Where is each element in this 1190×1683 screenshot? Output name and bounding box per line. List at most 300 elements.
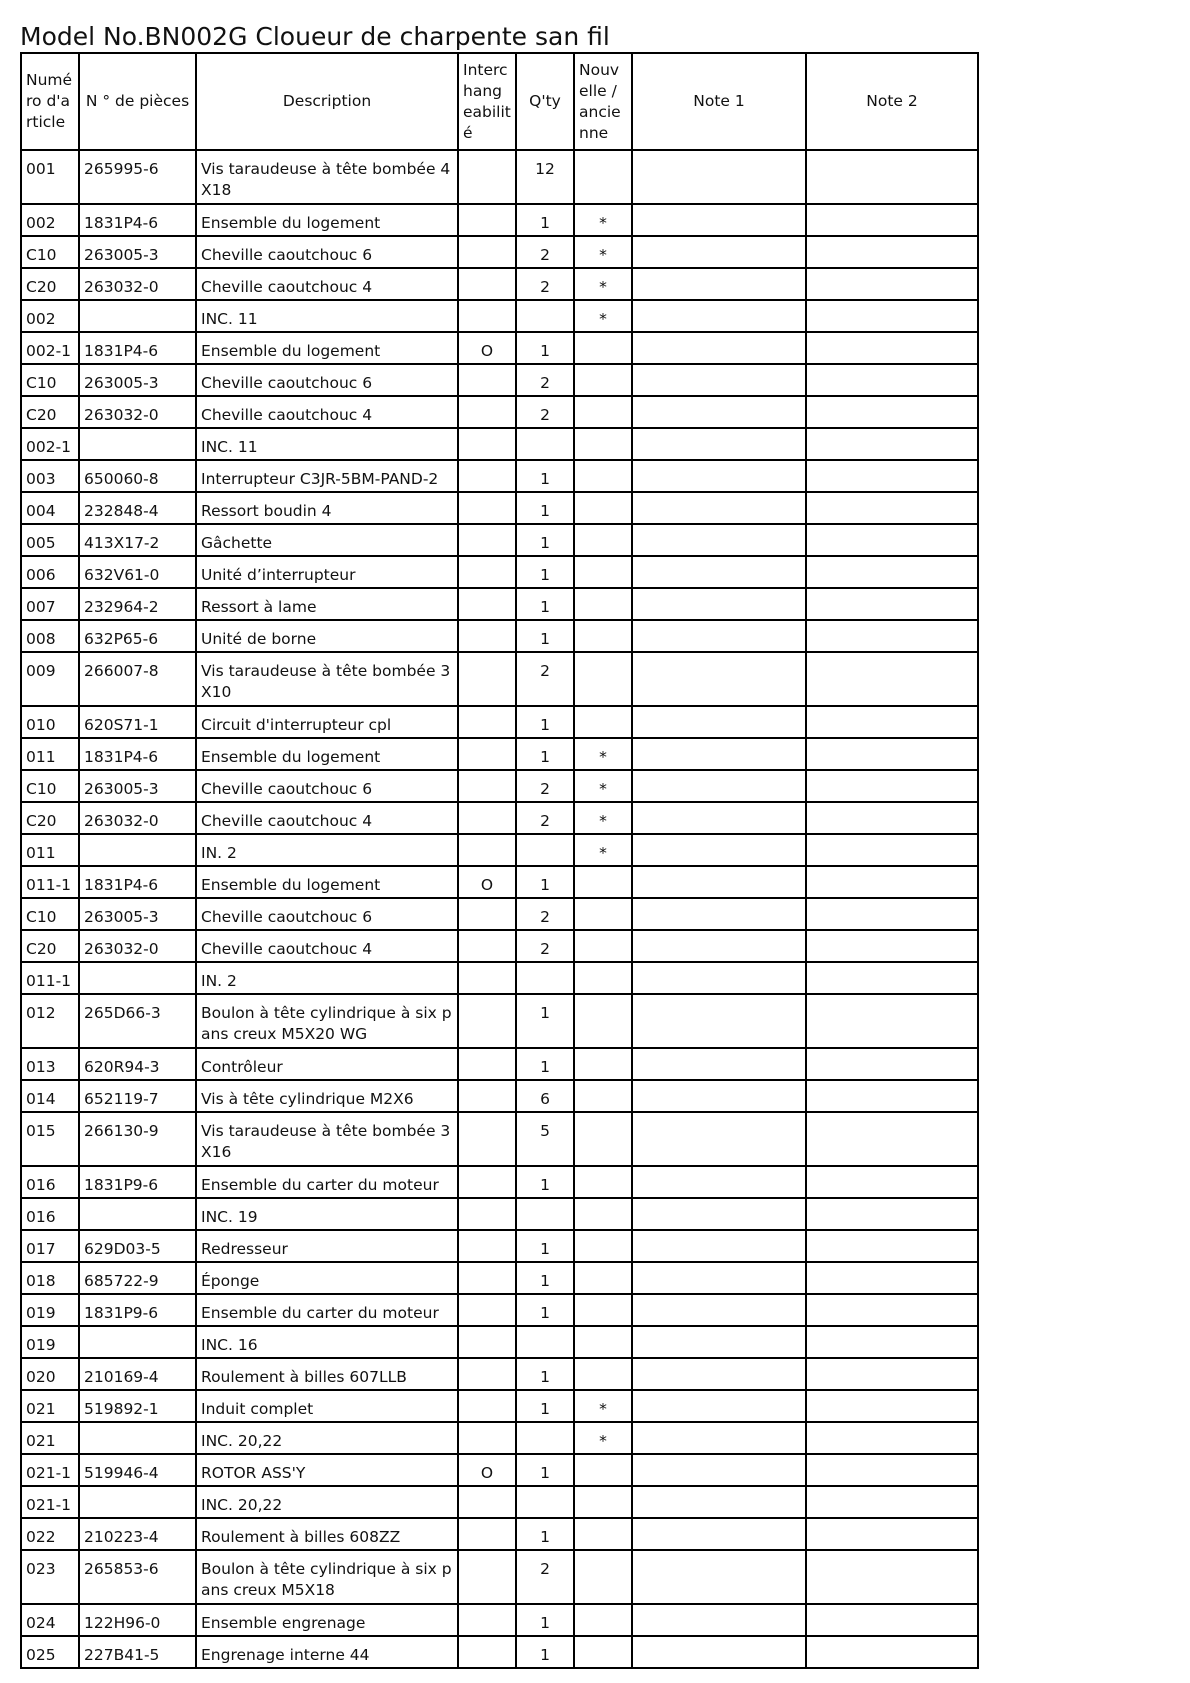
- note-1-cell: [632, 1358, 806, 1390]
- note-1-cell: [632, 460, 806, 492]
- note-2-cell: [806, 994, 978, 1048]
- new-old-cell: [574, 150, 632, 204]
- note-1-cell: [632, 1080, 806, 1112]
- note-1-cell: [632, 524, 806, 556]
- item-number-cell: 002-1: [21, 332, 79, 364]
- quantity-cell: 1: [516, 524, 574, 556]
- quantity-cell: 2: [516, 898, 574, 930]
- note-1-cell: [632, 1294, 806, 1326]
- description-cell: Ensemble engrenage: [196, 1604, 458, 1636]
- note-1-cell: [632, 1390, 806, 1422]
- table-row: [21, 1518, 978, 1550]
- table-row: [21, 1112, 978, 1166]
- part-number-cell: [79, 300, 196, 332]
- part-number-cell: [79, 1486, 196, 1518]
- part-number-cell: 263005-3: [79, 898, 196, 930]
- part-number-cell: 263032-0: [79, 930, 196, 962]
- header-note-1: Note 1: [632, 53, 806, 150]
- note-1-cell: [632, 236, 806, 268]
- description-cell: Cheville caoutchouc 4: [196, 930, 458, 962]
- interchangeability-cell: [458, 770, 516, 802]
- item-number-cell: 024: [21, 1604, 79, 1636]
- interchangeability-cell: [458, 1048, 516, 1080]
- item-number-cell: 016: [21, 1166, 79, 1198]
- interchangeability-cell: [458, 1390, 516, 1422]
- note-2-cell: [806, 1080, 978, 1112]
- interchangeability-cell: [458, 834, 516, 866]
- table-row: [21, 1326, 978, 1358]
- note-1-cell: [632, 652, 806, 706]
- part-number-cell: 1831P4-6: [79, 738, 196, 770]
- note-2-cell: [806, 1358, 978, 1390]
- part-number-cell: 122H96-0: [79, 1604, 196, 1636]
- item-number-cell: C10: [21, 364, 79, 396]
- part-number-cell: [79, 1326, 196, 1358]
- description-cell: IN. 2: [196, 834, 458, 866]
- new-old-cell: [574, 706, 632, 738]
- note-2-cell: [806, 620, 978, 652]
- interchangeability-cell: [458, 588, 516, 620]
- note-2-cell: [806, 396, 978, 428]
- description-cell: Ensemble du logement: [196, 204, 458, 236]
- note-1-cell: [632, 1604, 806, 1636]
- item-number-cell: 005: [21, 524, 79, 556]
- description-cell: Vis taraudeuse à tête bombée 4X18: [196, 150, 458, 204]
- interchangeability-cell: [458, 236, 516, 268]
- interchangeability-cell: [458, 1486, 516, 1518]
- quantity-cell: 1: [516, 460, 574, 492]
- description-cell: Contrôleur: [196, 1048, 458, 1080]
- part-number-cell: 1831P9-6: [79, 1294, 196, 1326]
- part-number-cell: 650060-8: [79, 460, 196, 492]
- item-number-cell: C20: [21, 930, 79, 962]
- interchangeability-cell: [458, 524, 516, 556]
- page-title: Model No.BN002G Cloueur de charpente san fil: [20, 22, 610, 51]
- interchangeability-cell: [458, 300, 516, 332]
- interchangeability-cell: [458, 204, 516, 236]
- table-row: [21, 332, 978, 364]
- new-old-cell: [574, 1080, 632, 1112]
- item-number-cell: 011-1: [21, 866, 79, 898]
- new-old-cell: *: [574, 300, 632, 332]
- part-number-cell: 685722-9: [79, 1262, 196, 1294]
- note-2-cell: [806, 1454, 978, 1486]
- item-number-cell: 019: [21, 1326, 79, 1358]
- quantity-cell: 1: [516, 994, 574, 1048]
- part-number-cell: [79, 962, 196, 994]
- note-2-cell: [806, 834, 978, 866]
- note-2-cell: [806, 1048, 978, 1080]
- description-cell: Induit complet: [196, 1390, 458, 1422]
- quantity-cell: 2: [516, 1550, 574, 1604]
- table-row: [21, 364, 978, 396]
- note-2-cell: [806, 428, 978, 460]
- note-1-cell: [632, 1326, 806, 1358]
- table-row: [21, 706, 978, 738]
- interchangeability-cell: [458, 1262, 516, 1294]
- table-row: [21, 898, 978, 930]
- note-2-cell: [806, 802, 978, 834]
- new-old-cell: [574, 396, 632, 428]
- table-row: [21, 150, 978, 204]
- note-2-cell: [806, 1198, 978, 1230]
- part-number-cell: 652119-7: [79, 1080, 196, 1112]
- new-old-cell: *: [574, 802, 632, 834]
- interchangeability-cell: [458, 1358, 516, 1390]
- part-number-cell: [79, 428, 196, 460]
- table-row: [21, 802, 978, 834]
- quantity-cell: 1: [516, 866, 574, 898]
- interchangeability-cell: [458, 150, 516, 204]
- new-old-cell: [574, 898, 632, 930]
- note-2-cell: [806, 1390, 978, 1422]
- new-old-cell: [574, 364, 632, 396]
- item-number-cell: 006: [21, 556, 79, 588]
- header-item-number: Numé ro d'a rticle: [21, 53, 79, 150]
- new-old-cell: [574, 994, 632, 1048]
- item-number-cell: 011: [21, 834, 79, 866]
- quantity-cell: [516, 1486, 574, 1518]
- table-row: [21, 620, 978, 652]
- note-1-cell: [632, 588, 806, 620]
- new-old-cell: [574, 1048, 632, 1080]
- description-cell: Unité de borne: [196, 620, 458, 652]
- quantity-cell: [516, 428, 574, 460]
- part-number-cell: 263032-0: [79, 268, 196, 300]
- new-old-cell: *: [574, 268, 632, 300]
- note-1-cell: [632, 556, 806, 588]
- note-1-cell: [632, 802, 806, 834]
- note-1-cell: [632, 706, 806, 738]
- quantity-cell: 1: [516, 1230, 574, 1262]
- interchangeability-cell: [458, 1550, 516, 1604]
- description-cell: INC. 16: [196, 1326, 458, 1358]
- table-row: [21, 236, 978, 268]
- part-number-cell: 1831P9-6: [79, 1166, 196, 1198]
- note-2-cell: [806, 460, 978, 492]
- item-number-cell: 015: [21, 1112, 79, 1166]
- interchangeability-cell: [458, 802, 516, 834]
- note-2-cell: [806, 1486, 978, 1518]
- table-row: [21, 428, 978, 460]
- note-2-cell: [806, 300, 978, 332]
- quantity-cell: 1: [516, 204, 574, 236]
- interchangeability-cell: O: [458, 332, 516, 364]
- description-cell: Cheville caoutchouc 6: [196, 898, 458, 930]
- quantity-cell: 2: [516, 396, 574, 428]
- new-old-cell: [574, 524, 632, 556]
- quantity-cell: [516, 1198, 574, 1230]
- description-cell: Boulon à tête cylindrique à six pans creux M5X20 WG: [196, 994, 458, 1048]
- table-row: [21, 268, 978, 300]
- note-1-cell: [632, 332, 806, 364]
- note-1-cell: [632, 1518, 806, 1550]
- table-row: [21, 1230, 978, 1262]
- note-1-cell: [632, 1422, 806, 1454]
- new-old-cell: [574, 1294, 632, 1326]
- table-row: [21, 1454, 978, 1486]
- note-2-cell: [806, 1230, 978, 1262]
- new-old-cell: *: [574, 1390, 632, 1422]
- note-2-cell: [806, 770, 978, 802]
- note-1-cell: [632, 1198, 806, 1230]
- item-number-cell: 010: [21, 706, 79, 738]
- note-1-cell: [632, 738, 806, 770]
- item-number-cell: 004: [21, 492, 79, 524]
- new-old-cell: *: [574, 738, 632, 770]
- note-1-cell: [632, 898, 806, 930]
- part-number-cell: 413X17-2: [79, 524, 196, 556]
- note-2-cell: [806, 1262, 978, 1294]
- interchangeability-cell: [458, 738, 516, 770]
- table-row: [21, 556, 978, 588]
- description-cell: Interrupteur C3JR-5BM-PAND-2: [196, 460, 458, 492]
- note-2-cell: [806, 1604, 978, 1636]
- quantity-cell: [516, 300, 574, 332]
- note-2-cell: [806, 588, 978, 620]
- quantity-cell: 1: [516, 492, 574, 524]
- part-number-cell: 232964-2: [79, 588, 196, 620]
- new-old-cell: [574, 332, 632, 364]
- note-1-cell: [632, 1550, 806, 1604]
- note-2-cell: [806, 236, 978, 268]
- note-1-cell: [632, 1486, 806, 1518]
- interchangeability-cell: [458, 1604, 516, 1636]
- description-cell: IN. 2: [196, 962, 458, 994]
- quantity-cell: [516, 962, 574, 994]
- item-number-cell: C20: [21, 268, 79, 300]
- new-old-cell: [574, 962, 632, 994]
- parts-table: [20, 52, 979, 1669]
- description-cell: Cheville caoutchouc 4: [196, 268, 458, 300]
- new-old-cell: [574, 652, 632, 706]
- interchangeability-cell: [458, 1422, 516, 1454]
- table-row: [21, 770, 978, 802]
- item-number-cell: 011-1: [21, 962, 79, 994]
- quantity-cell: 1: [516, 1166, 574, 1198]
- interchangeability-cell: O: [458, 1454, 516, 1486]
- new-old-cell: [574, 1112, 632, 1166]
- item-number-cell: 007: [21, 588, 79, 620]
- item-number-cell: 012: [21, 994, 79, 1048]
- new-old-cell: [574, 1486, 632, 1518]
- header-quantity: Q'ty: [516, 53, 574, 150]
- description-cell: Circuit d'interrupteur cpl: [196, 706, 458, 738]
- table-row: [21, 1198, 978, 1230]
- description-cell: Cheville caoutchouc 6: [196, 236, 458, 268]
- quantity-cell: 1: [516, 588, 574, 620]
- header-new-old: Nouv elle / ancie nne: [574, 53, 632, 150]
- item-number-cell: 021-1: [21, 1486, 79, 1518]
- note-2-cell: [806, 866, 978, 898]
- part-number-cell: [79, 834, 196, 866]
- table-row: [21, 1048, 978, 1080]
- note-2-cell: [806, 1636, 978, 1668]
- interchangeability-cell: [458, 396, 516, 428]
- description-cell: ROTOR ASS'Y: [196, 1454, 458, 1486]
- table-row: [21, 1080, 978, 1112]
- new-old-cell: [574, 1326, 632, 1358]
- item-number-cell: C10: [21, 898, 79, 930]
- quantity-cell: 1: [516, 1454, 574, 1486]
- interchangeability-cell: [458, 492, 516, 524]
- quantity-cell: 12: [516, 150, 574, 204]
- new-old-cell: *: [574, 204, 632, 236]
- interchangeability-cell: [458, 1294, 516, 1326]
- part-number-cell: 263005-3: [79, 770, 196, 802]
- new-old-cell: [574, 1262, 632, 1294]
- note-1-cell: [632, 492, 806, 524]
- note-1-cell: [632, 1636, 806, 1668]
- part-number-cell: 620R94-3: [79, 1048, 196, 1080]
- part-number-cell: 232848-4: [79, 492, 196, 524]
- note-2-cell: [806, 738, 978, 770]
- note-1-cell: [632, 1166, 806, 1198]
- item-number-cell: 009: [21, 652, 79, 706]
- description-cell: Ensemble du carter du moteur: [196, 1294, 458, 1326]
- quantity-cell: 1: [516, 1262, 574, 1294]
- part-number-cell: 265995-6: [79, 150, 196, 204]
- item-number-cell: 020: [21, 1358, 79, 1390]
- note-2-cell: [806, 1326, 978, 1358]
- note-1-cell: [632, 428, 806, 460]
- table-row: [21, 866, 978, 898]
- table-row: [21, 396, 978, 428]
- new-old-cell: [574, 1198, 632, 1230]
- note-2-cell: [806, 364, 978, 396]
- note-1-cell: [632, 1230, 806, 1262]
- item-number-cell: C20: [21, 396, 79, 428]
- item-number-cell: 018: [21, 1262, 79, 1294]
- table-row: [21, 1358, 978, 1390]
- new-old-cell: [574, 1166, 632, 1198]
- table-row: [21, 930, 978, 962]
- new-old-cell: *: [574, 770, 632, 802]
- note-2-cell: [806, 898, 978, 930]
- interchangeability-cell: [458, 460, 516, 492]
- part-number-cell: 210169-4: [79, 1358, 196, 1390]
- interchangeability-cell: [458, 1080, 516, 1112]
- part-number-cell: 266130-9: [79, 1112, 196, 1166]
- item-number-cell: C10: [21, 770, 79, 802]
- description-cell: Roulement à billes 607LLB: [196, 1358, 458, 1390]
- note-1-cell: [632, 770, 806, 802]
- interchangeability-cell: [458, 1518, 516, 1550]
- interchangeability-cell: [458, 1112, 516, 1166]
- note-2-cell: [806, 652, 978, 706]
- item-number-cell: C20: [21, 802, 79, 834]
- description-cell: INC. 19: [196, 1198, 458, 1230]
- part-number-cell: 1831P4-6: [79, 204, 196, 236]
- new-old-cell: [574, 556, 632, 588]
- header-description: Description: [196, 53, 458, 150]
- note-2-cell: [806, 556, 978, 588]
- item-number-cell: 002: [21, 204, 79, 236]
- new-old-cell: *: [574, 236, 632, 268]
- note-2-cell: [806, 1112, 978, 1166]
- table-row: [21, 300, 978, 332]
- part-number-cell: 519892-1: [79, 1390, 196, 1422]
- description-cell: Cheville caoutchouc 4: [196, 396, 458, 428]
- description-cell: Vis taraudeuse à tête bombée 3X16: [196, 1112, 458, 1166]
- note-2-cell: [806, 524, 978, 556]
- note-2-cell: [806, 1550, 978, 1604]
- new-old-cell: [574, 866, 632, 898]
- note-2-cell: [806, 1422, 978, 1454]
- new-old-cell: [574, 492, 632, 524]
- quantity-cell: 1: [516, 738, 574, 770]
- table-row: [21, 1166, 978, 1198]
- part-number-cell: [79, 1422, 196, 1454]
- description-cell: Ressort boudin 4: [196, 492, 458, 524]
- quantity-cell: 1: [516, 706, 574, 738]
- table-row: [21, 1422, 978, 1454]
- item-number-cell: 016: [21, 1198, 79, 1230]
- interchangeability-cell: [458, 620, 516, 652]
- description-cell: Éponge: [196, 1262, 458, 1294]
- table-row: [21, 1390, 978, 1422]
- interchangeability-cell: [458, 994, 516, 1048]
- interchangeability-cell: [458, 706, 516, 738]
- table-row: [21, 834, 978, 866]
- new-old-cell: [574, 1518, 632, 1550]
- table-row: [21, 1550, 978, 1604]
- interchangeability-cell: [458, 1230, 516, 1262]
- item-number-cell: 019: [21, 1294, 79, 1326]
- note-1-cell: [632, 620, 806, 652]
- table-row: [21, 1262, 978, 1294]
- interchangeability-cell: [458, 898, 516, 930]
- note-1-cell: [632, 834, 806, 866]
- description-cell: Unité d’interrupteur: [196, 556, 458, 588]
- item-number-cell: 021-1: [21, 1454, 79, 1486]
- note-1-cell: [632, 268, 806, 300]
- quantity-cell: 1: [516, 1390, 574, 1422]
- description-cell: INC. 20,22: [196, 1486, 458, 1518]
- table-row: [21, 1294, 978, 1326]
- item-number-cell: 021: [21, 1390, 79, 1422]
- part-number-cell: 263005-3: [79, 236, 196, 268]
- new-old-cell: [574, 1454, 632, 1486]
- table-row: [21, 652, 978, 706]
- quantity-cell: 6: [516, 1080, 574, 1112]
- description-cell: Ensemble du logement: [196, 866, 458, 898]
- note-2-cell: [806, 1518, 978, 1550]
- item-number-cell: 014: [21, 1080, 79, 1112]
- note-2-cell: [806, 1166, 978, 1198]
- description-cell: Ensemble du logement: [196, 332, 458, 364]
- header-interchangeability: Interc hang eabilit é: [458, 53, 516, 150]
- description-cell: INC. 11: [196, 300, 458, 332]
- note-1-cell: [632, 930, 806, 962]
- interchangeability-cell: [458, 1326, 516, 1358]
- note-1-cell: [632, 204, 806, 236]
- interchangeability-cell: [458, 268, 516, 300]
- interchangeability-cell: [458, 1636, 516, 1668]
- new-old-cell: [574, 930, 632, 962]
- part-number-cell: 266007-8: [79, 652, 196, 706]
- table-row: [21, 588, 978, 620]
- table-row: [21, 1636, 978, 1668]
- table-row: [21, 962, 978, 994]
- part-number-cell: [79, 1198, 196, 1230]
- table-row: [21, 492, 978, 524]
- note-1-cell: [632, 1262, 806, 1294]
- quantity-cell: [516, 1422, 574, 1454]
- description-cell: Ensemble du carter du moteur: [196, 1166, 458, 1198]
- note-1-cell: [632, 994, 806, 1048]
- note-2-cell: [806, 332, 978, 364]
